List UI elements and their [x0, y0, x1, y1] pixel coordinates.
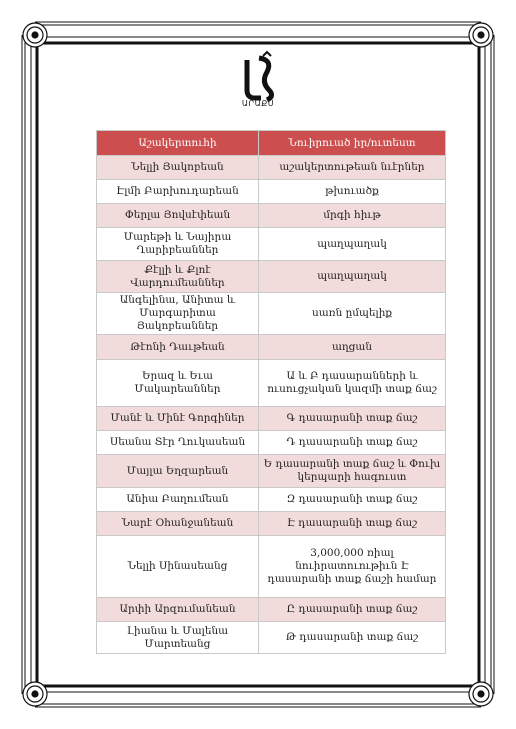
donated-item: աշակերտութեան նւէրներ	[259, 156, 446, 180]
table-row	[97, 622, 446, 654]
donated-item: սառն ըմպելիք	[259, 293, 446, 335]
donated-item: Զ դասարանի տաք ճաշ	[259, 488, 446, 512]
table-row	[97, 431, 446, 455]
donated-item: Է դասարանի տաք ճաշ	[259, 512, 446, 536]
header-student: Աշակերտուհի	[97, 131, 259, 156]
student-name: Նարէ Օհանջանեան	[97, 512, 259, 536]
donated-item: Ե դասարանի տաք ճաշ և Փուխ կերպարի հագուստ	[259, 455, 446, 488]
table-row	[97, 407, 446, 431]
donated-item: Դ դասարանի տաք ճաշ	[259, 431, 446, 455]
student-name: Անիա Բաղումեան	[97, 488, 259, 512]
donated-item: Ա և Բ դասարանների և ուսուցչական կազմի տաք ճաշ	[259, 360, 446, 407]
table-row	[97, 228, 446, 261]
student-name: Նելլի Յակոբեան	[97, 156, 259, 180]
student-name: Փերլա Յովսէփեան	[97, 204, 259, 228]
table-row	[97, 156, 446, 180]
table-header-row	[97, 131, 446, 156]
donations-table	[96, 130, 446, 654]
donated-item: 3,000,000 ռիալ նուիրատուութիւն Է դասարանի տաք ճաշի համար	[259, 536, 446, 598]
donated-item: մրգի հիւթ	[259, 204, 446, 228]
donated-item: աղցան	[259, 335, 446, 360]
donated-item: թխուածք	[259, 180, 446, 204]
donated-item: պաղպաղակ	[259, 228, 446, 261]
table-row	[97, 204, 446, 228]
table-row	[97, 261, 446, 293]
student-name: Սեանա Տէր Ղուկասեան	[97, 431, 259, 455]
donated-item: պաղպաղակ	[259, 261, 446, 293]
table-row	[97, 335, 446, 360]
student-name: Էլմի Բարխուդարեան	[97, 180, 259, 204]
table-row	[97, 488, 446, 512]
student-name: Նելլի Սինասեանց	[97, 536, 259, 598]
table-row	[97, 512, 446, 536]
table-row	[97, 180, 446, 204]
student-name: Քէլլի և Քլոէ Վարդումեաններ	[97, 261, 259, 293]
student-name: Անգելինա, Անիտա և Մարգարիտա Յակոբեաններ	[97, 293, 259, 335]
student-name: Երազ և Եւա Մակարեաններ	[97, 360, 259, 407]
table-row	[97, 536, 446, 598]
student-name: Արփի Արզումանեան	[97, 598, 259, 622]
student-name: Մայլա Եղզարեան	[97, 455, 259, 488]
student-name: Թէոնի Դաւթեան	[97, 335, 259, 360]
donated-item: Գ դասարանի տաք ճաշ	[259, 407, 446, 431]
table-row	[97, 360, 446, 407]
header-donated-item: Նուիրուած իր/ուտեստ	[259, 131, 446, 156]
table-row	[97, 455, 446, 488]
donated-item: Թ դասարանի տաք ճաշ	[259, 622, 446, 654]
table-row	[97, 598, 446, 622]
student-name: Մարեթի և Նայիրա Ղարիբեաններ	[97, 228, 259, 261]
table-row	[97, 293, 446, 335]
donated-item: Ը դասարանի տաք ճաշ	[259, 598, 446, 622]
logo-text: ԱՐԱՔՍ	[241, 99, 275, 108]
student-name: Մանէ և Մինէ Գորգիներ	[97, 407, 259, 431]
student-name: Լիանա և Մալենա Մարտեանց	[97, 622, 259, 654]
